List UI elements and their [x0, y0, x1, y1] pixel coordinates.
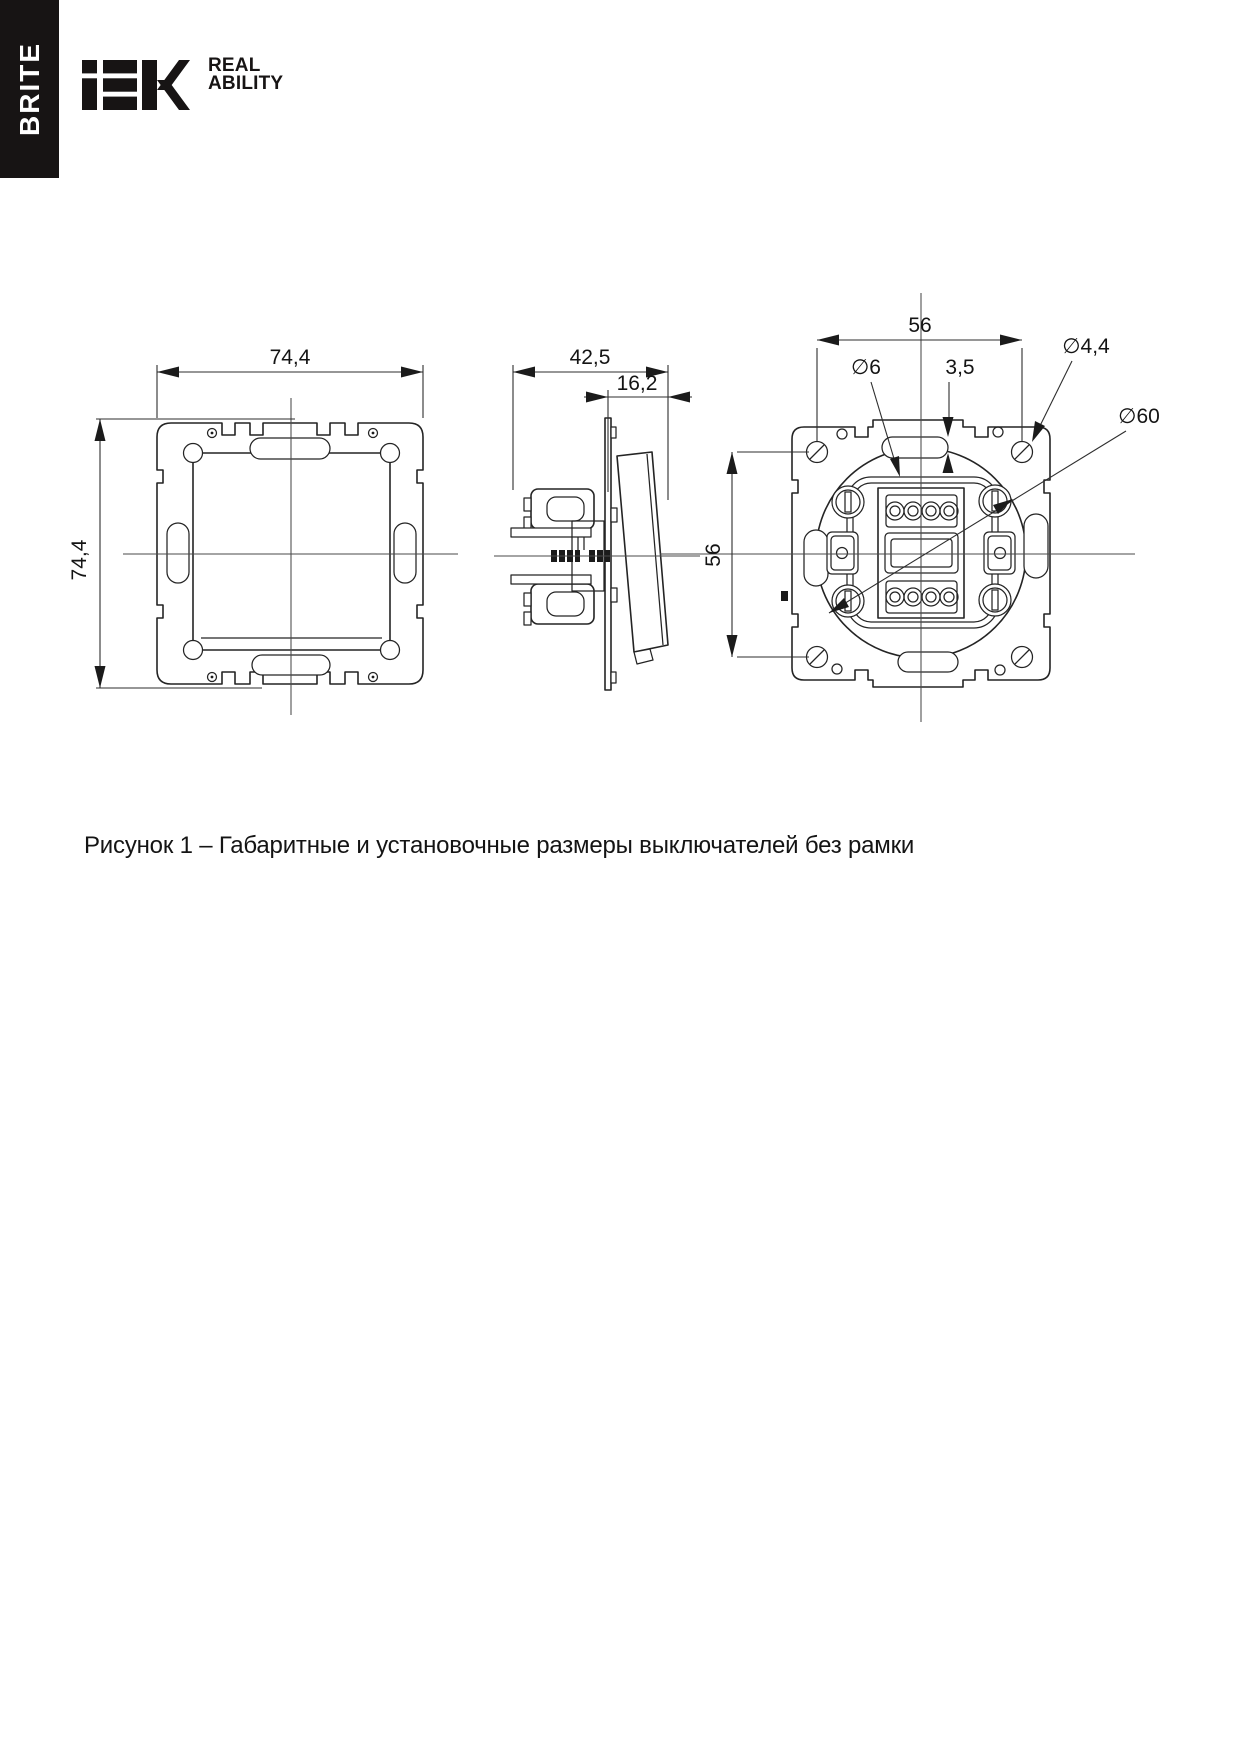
- front-width-dimension: [157, 346, 423, 418]
- front-view: [68, 346, 458, 715]
- claw-hole-label: ∅6: [851, 356, 881, 379]
- back-height-label: 56: [702, 543, 725, 567]
- side-terminal-screw: [551, 537, 610, 562]
- front-height-label: 74,4: [68, 539, 91, 581]
- claw-slot-label: 3,5: [945, 356, 975, 379]
- support-ring-label: ∅60: [1118, 405, 1160, 428]
- back-view: [660, 293, 1160, 722]
- figure-caption: Рисунок 1 – Габаритные и установочные размеры выключателей без рамки: [84, 832, 915, 859]
- side-protrusion-label: 16,2: [616, 372, 658, 395]
- series-banner-label: BRITE: [13, 42, 45, 136]
- front-width-label: 74,4: [269, 346, 311, 369]
- back-width-label: 56: [908, 314, 932, 337]
- side-view: [494, 346, 700, 690]
- screw-hole-label: ∅4,4: [1062, 335, 1110, 358]
- tagline-line2: ABILITY: [208, 73, 284, 94]
- screw-hole-leader: [1032, 335, 1110, 442]
- tagline-line1: REAL: [208, 55, 261, 76]
- side-rocker-key: [617, 452, 668, 652]
- side-depth-label: 42,5: [569, 346, 611, 369]
